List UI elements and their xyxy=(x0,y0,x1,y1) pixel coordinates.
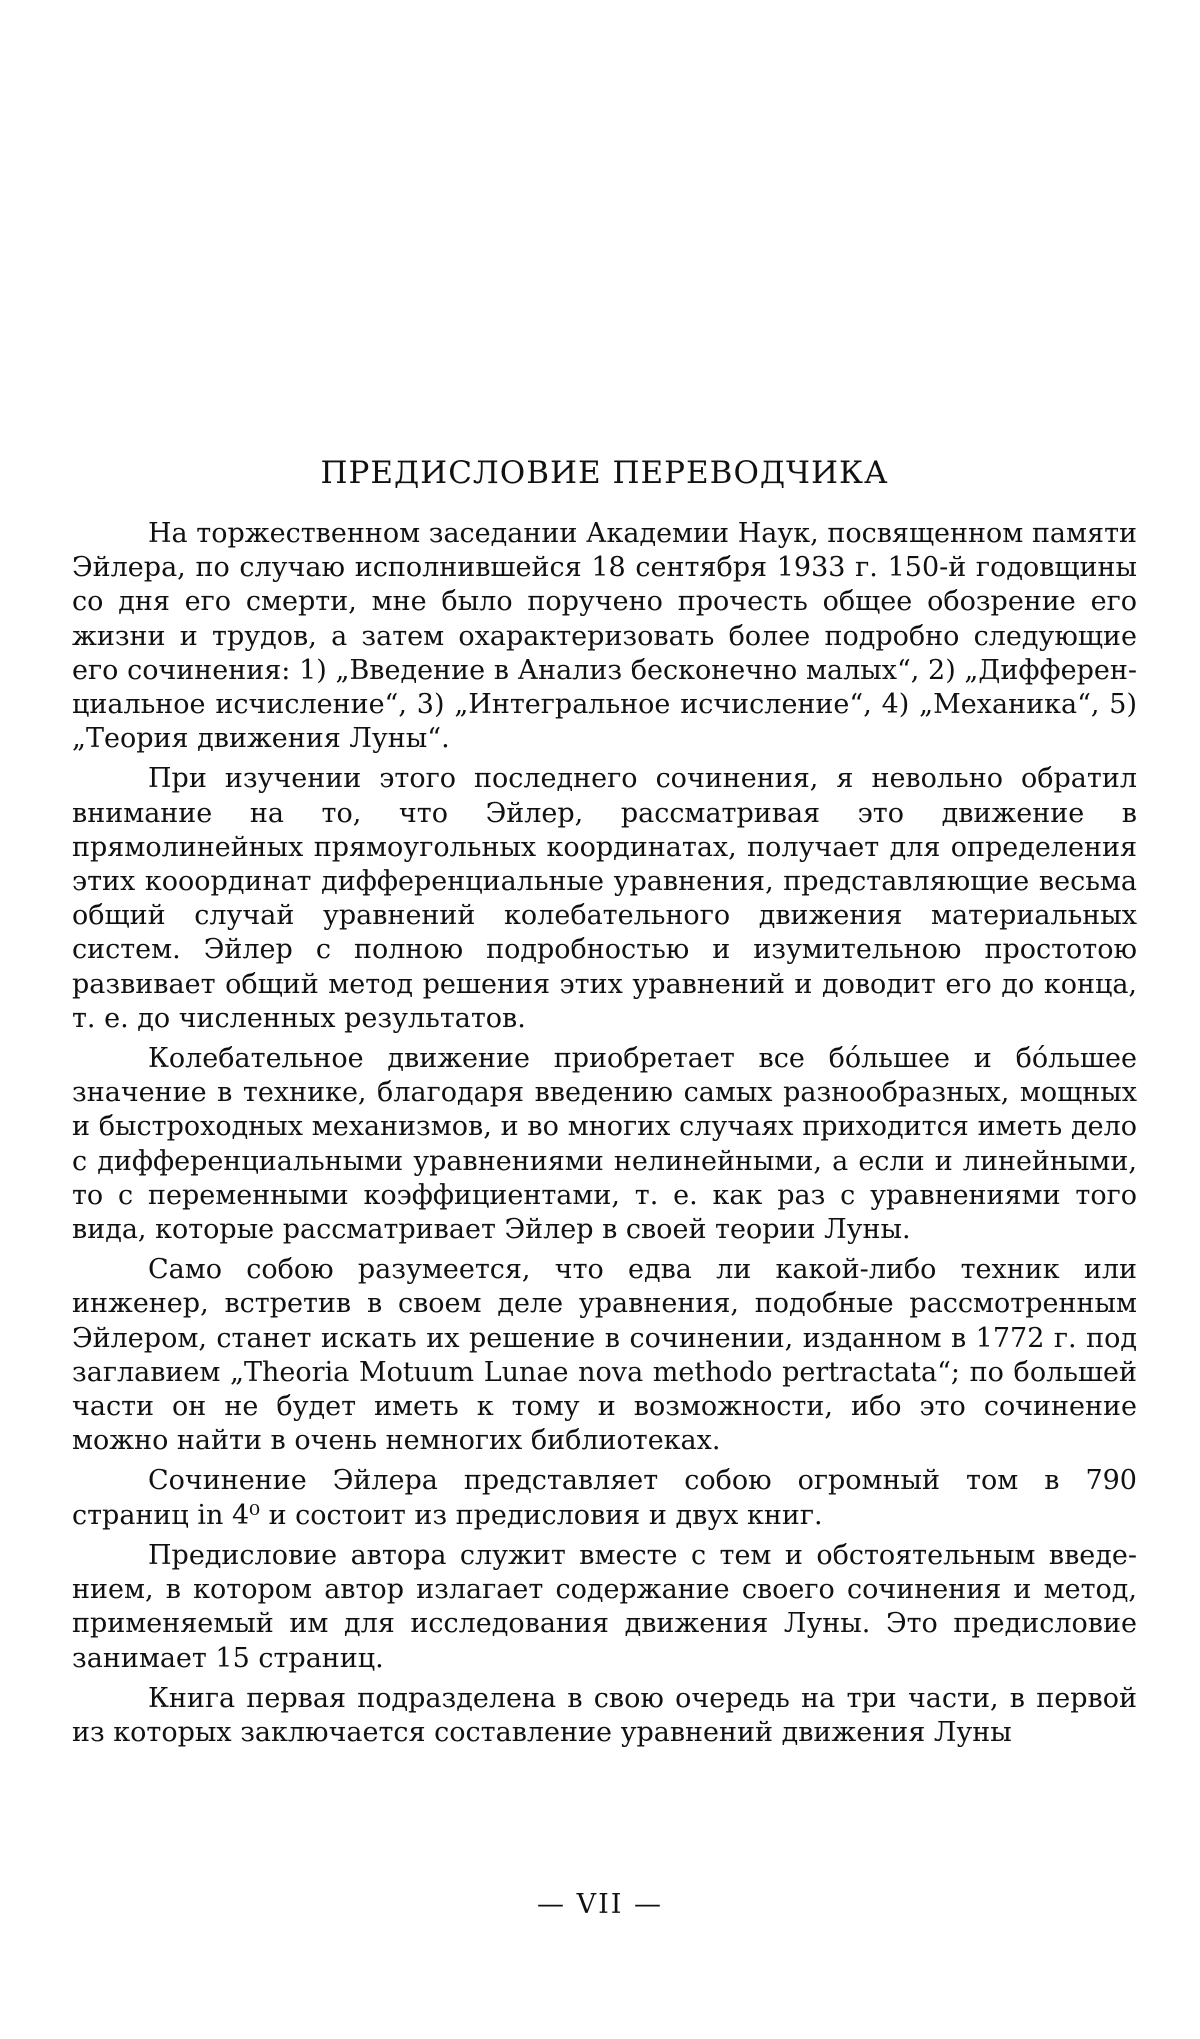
paragraph-2: При изучении этого последнего сочинения, я невольно обратил внимание на то, что Эйлер, рассматривая это движение в прямолинейных прямоугольных координатах, получает для определения этих кооординат дифференциальные уравнения, представляющие весьма общий случай уравнений колебательного движения материальных систем. Эйлер с полною подробностью и изумительною простотою развивает общий метод решения этих уравнений и доводит его до конца, т. е. до численных результатов. xyxy=(72,763,1137,1034)
paragraph-3: Колебательное движение приобретает все бо́льшее и бо́льшее значение в технике, благодаря введению самых разнообразных, мощных и быстроходных механизмов, и во многих случаях приходится иметь дело с дифференциальными уравнениями нелинейными, а если и линейными, то с переменными коэффициентами, т. е. как раз с уравнениями того вида, которые рассматривает Эйлер в своей теории Луны. xyxy=(72,1043,1137,1246)
paragraph-7: Книга первая подразделена в свою очередь на три части, в первой из которых заключается составление уравнений движения Луны xyxy=(72,1682,1137,1748)
paragraph-4: Само собою разумеется, что едва ли какой-либо техник или инженер, встретив в своем деле уравнения, подобные рассмотренным Эйлером, станет искать их решение в сочинении, изданном в 1772 г. под заглавием „Theoria Motuum Lunae nova methodo pertractata“; по большей части он не будет иметь к тому и возможности, ибо это сочинение можно найти в очень немногих библиотеках. xyxy=(72,1254,1137,1457)
paragraph-6: Предисловие автора служит вместе с тем и обстоятельным введением, в котором автор излагает содержание своего сочинения и метод, применяемый им для исследования движения Луны. Это предисловие занимает 15 страниц. xyxy=(72,1539,1137,1674)
page-body xyxy=(72,455,1137,1756)
paragraph-5: Сочинение Эйлера представляет собою огромный том в 790 страниц in 4⁰ и состоит из предисловия и двух книг. xyxy=(72,1465,1137,1531)
page-number: — VII — xyxy=(537,1889,663,1920)
page-title: ПРЕДИСЛОВИЕ ПЕРЕВОДЧИКА xyxy=(320,455,889,491)
paragraph-1: На торжественном заседании Академии Наук, посвященном памяти Эйлера, по случаю исполнившейся 18 сентября 1933 г. 150-й годовщины со дня его смерти, мне было поручено прочесть общее обозрение его жизни и трудов, а затем охарактеризовать более подробно следующие его сочинения: 1) „Введение в Анализ бесконечно малых“, 2) „Дифференциальное исчисление“, 3) „Интегральное исчисление“, 4) „Механика“, 5) „Теория движения Луны“. xyxy=(72,518,1137,755)
